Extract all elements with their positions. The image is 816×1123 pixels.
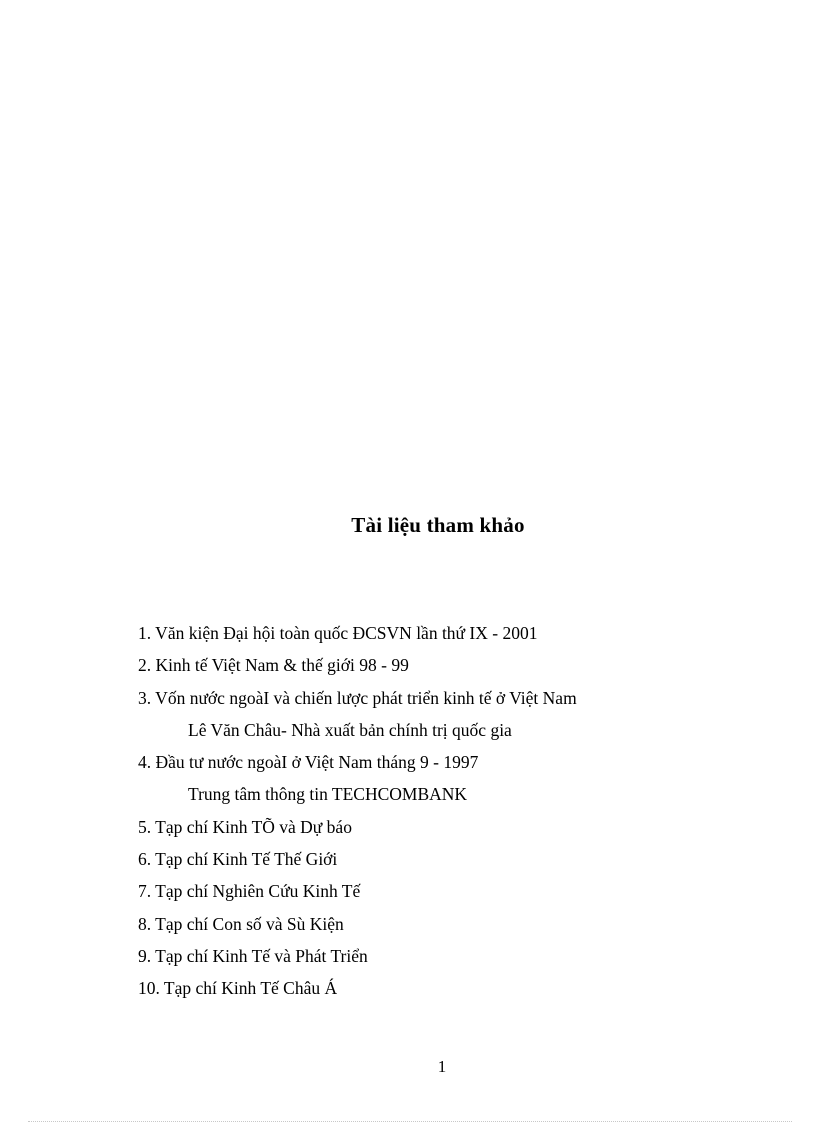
reference-item-detail: Trung tâm thông tin TECHCOMBANK [188,784,468,805]
reference-item: 5. Tạp chí Kinh TÕ và Dự báo [138,816,352,837]
reference-item: 10. Tạp chí Kinh Tế Châu Á [138,978,338,999]
page-bottom-divider [28,1121,792,1122]
reference-item: 8. Tạp chí Con số và Sù Kiện [138,913,344,934]
page-number: 1 [437,1057,447,1076]
reference-item: 6. Tạp chí Kinh Tế Thế Giới [138,849,338,870]
page-title: Tài liệu tham khảo [351,513,525,537]
reference-item: 9. Tạp chí Kinh Tế và Phát Triển [138,945,368,966]
reference-list [138,620,698,1008]
reference-item: 1. Văn kiện Đại hội toàn quốc ĐCSVN lần thứ IX - 2001 [138,623,538,643]
reference-item: 7. Tạp chí Nghiên Cứu Kinh Tế [138,881,361,902]
reference-item: 4. Đầu tư nước ngoàI ở Việt Nam tháng 9 - 1997 [138,752,479,773]
reference-item: 2. Kinh tế Việt Nam & thế giới 98 - 99 [138,655,409,676]
reference-item-detail: Lê Văn Châu- Nhà xuất bản chính trị quốc gia [188,719,512,740]
reference-item: 3. Vốn nước ngoàI và chiến lược phát triển kinh tế ở Việt Nam [138,687,577,708]
